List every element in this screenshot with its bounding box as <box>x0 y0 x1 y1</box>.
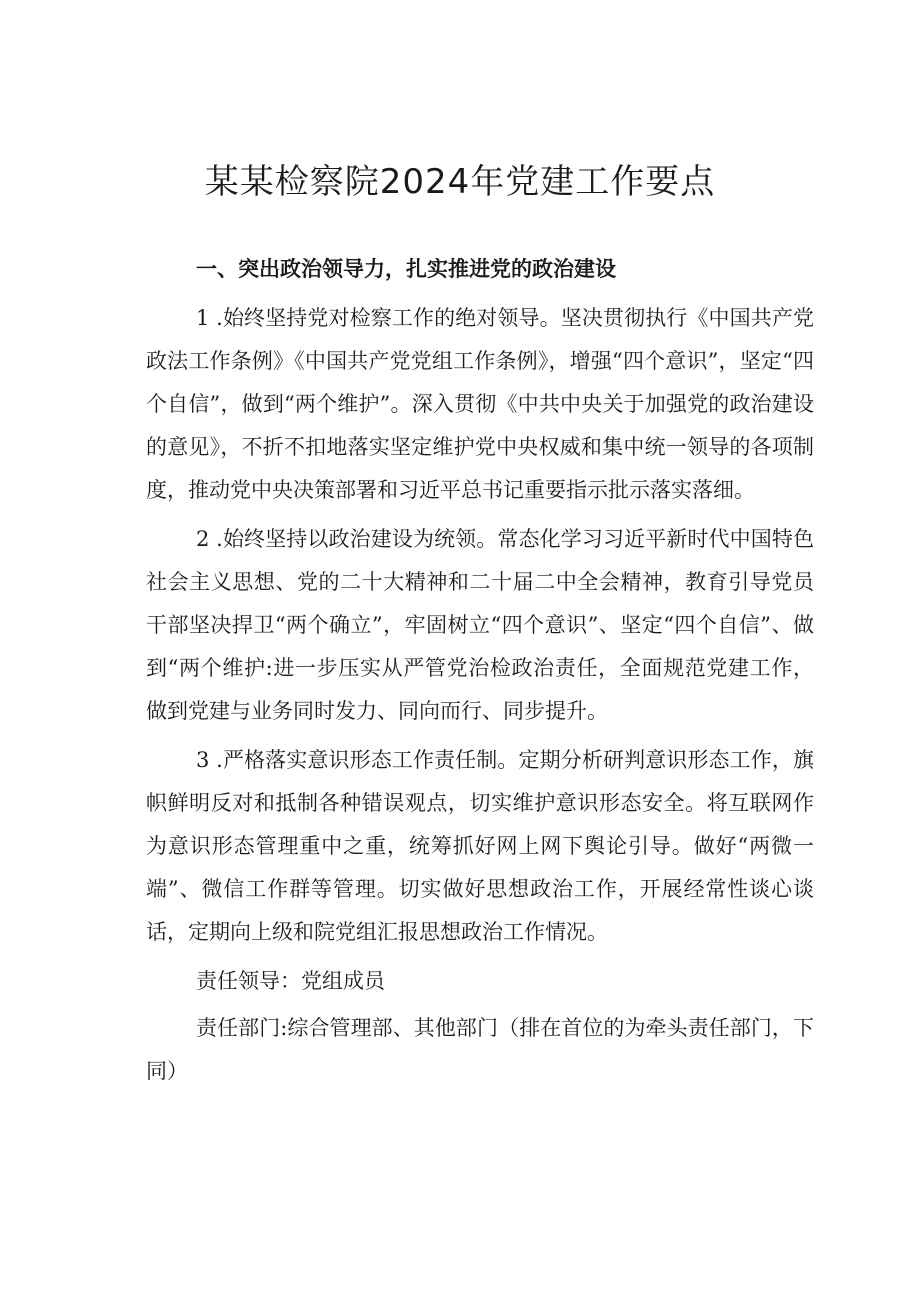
responsible-departments: 责任部门:综合管理部、其他部门（排在首位的为牵头责任部门，下同） <box>146 1016 814 1083</box>
document-body <box>146 248 814 1097</box>
section-heading: 一、突出政治领导力，扎实推进党的政治建设 <box>196 257 616 281</box>
responsible-leader: 责任领导：党组成员 <box>196 969 385 993</box>
paragraph-1: 1 .始终坚持党对检察工作的绝对领导。坚决贯彻执行《中国共产党政法工作条例》《中国共产党党组工作条例》，增强“四个意识”，坚定“四个自信”，做到“两个维护”。深入贯彻《中共中央关于加强党的政治建设的意见》，不折不扣地落实坚定维护党中央权威和集中统一领导的各项制度，推动党中央决策部署和习近平总书记重要指示批示落实落细。 <box>146 306 814 502</box>
paragraph-2: 2 .始终坚持以政治建设为统领。常态化学习习近平新时代中国特色社会主义思想、党的二十大精神和二十届二中全会精神，教育引导党员干部坚决捍卫“两个确立”，牢固树立“四个意识”、坚定“四个自信”、做到“两个维护:进一步压实从严管党治检政治责任，全面规范党建工作，做到党建与业务同时发力、同向而行、同步提升。 <box>146 527 814 723</box>
document-title: 某某检察院2024年党建工作要点 <box>204 162 716 202</box>
paragraph-3: 3 .严格落实意识形态工作责任制。定期分析研判意识形态工作，旗帜鲜明反对和抵制各种错误观点，切实维护意识形态安全。将互联网作为意识形态管理重中之重，统筹抓好网上网下舆论引导。做好“两微一端”、微信工作群等管理。切实做好思想政治工作，开展经常性谈心谈话，定期向上级和院党组汇报思想政治工作情况。 <box>146 748 814 944</box>
